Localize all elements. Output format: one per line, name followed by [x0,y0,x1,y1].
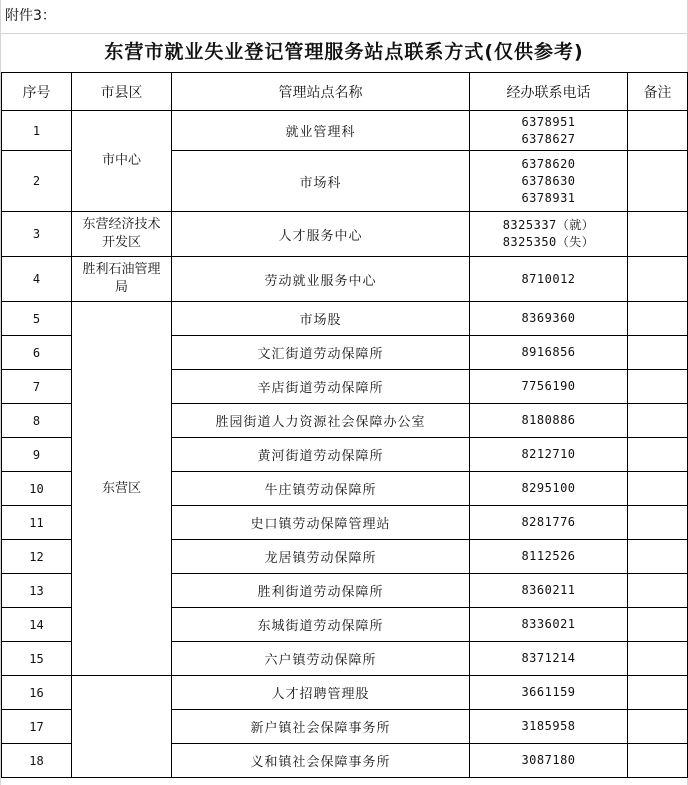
seq-cell[interactable]: 2 [2,151,72,212]
note-cell[interactable] [628,574,688,608]
district-cell-kaifaqu[interactable]: 东营经济技术开发区 [72,212,172,257]
phone-cell[interactable] [470,212,628,257]
header-phone[interactable]: 经办联系电话 [470,73,628,111]
note-cell[interactable] [628,151,688,212]
note-cell[interactable] [628,676,688,710]
note-cell[interactable] [628,438,688,472]
note-cell[interactable] [628,257,688,302]
seq-cell[interactable]: 16 [2,676,72,710]
phone-cell[interactable]: 3661159 [470,676,628,710]
note-cell[interactable] [628,212,688,257]
phone-cell[interactable]: 3185958 [470,710,628,744]
station-cell[interactable]: 胜园街道人力资源社会保障办公室 [172,404,470,438]
phone-cell[interactable]: 8710012 [470,257,628,302]
seq-cell[interactable]: 14 [2,608,72,642]
phone-line: 6378951 [521,114,576,129]
phone-line: 6378931 [521,190,576,205]
station-cell[interactable]: 龙居镇劳动保障所 [172,540,470,574]
phone-cell[interactable]: 8295100 [470,472,628,506]
phone-cell[interactable] [470,111,628,151]
station-cell[interactable]: 市场股 [172,302,470,336]
table-row [2,302,688,336]
phone-cell[interactable]: 3087180 [470,744,628,778]
phone-line: 8325337（就） [502,218,595,232]
phone-cell[interactable]: 8212710 [470,438,628,472]
station-cell[interactable]: 史口镇劳动保障管理站 [172,506,470,540]
header-note[interactable]: 备注 [628,73,688,111]
table-row [2,212,688,257]
phone-line: 6378630 [521,173,576,188]
phone-cell[interactable]: 8369360 [470,302,628,336]
district-cell-dongying[interactable]: 东营区 [72,302,172,676]
phone-cell[interactable]: 8112526 [470,540,628,574]
phone-cell[interactable]: 8371214 [470,642,628,676]
phone-line: 6378620 [521,156,576,171]
note-cell[interactable] [628,302,688,336]
phone-cell[interactable]: 8336021 [470,608,628,642]
header-station[interactable]: 管理站点名称 [172,73,470,111]
note-cell[interactable] [628,336,688,370]
station-cell[interactable]: 人才招聘管理股 [172,676,470,710]
seq-cell[interactable]: 8 [2,404,72,438]
phone-cell[interactable]: 8180886 [470,404,628,438]
page-title[interactable]: 东营市就业失业登记管理服务站点联系方式(仅供参考) [104,41,584,63]
phone-cell[interactable] [470,151,628,212]
seq-cell[interactable]: 12 [2,540,72,574]
seq-cell[interactable]: 1 [2,111,72,151]
header-district[interactable]: 市县区 [72,73,172,111]
station-cell[interactable]: 劳动就业服务中心 [172,257,470,302]
note-cell[interactable] [628,404,688,438]
seq-cell[interactable]: 4 [2,257,72,302]
seq-cell[interactable]: 11 [2,506,72,540]
header-row [2,73,688,111]
station-cell[interactable]: 胜利街道劳动保障所 [172,574,470,608]
station-cell[interactable]: 新户镇社会保障事务所 [172,710,470,744]
table-row [2,111,688,151]
note-cell[interactable] [628,506,688,540]
station-cell[interactable]: 辛店街道劳动保障所 [172,370,470,404]
station-cell[interactable]: 六户镇劳动保障所 [172,642,470,676]
attachment-label[interactable]: 附件3： [0,0,688,34]
district-cell-next[interactable] [72,676,172,778]
station-cell[interactable]: 市场科 [172,151,470,212]
phone-line: 8325350（失） [502,235,595,249]
seq-cell[interactable]: 18 [2,744,72,778]
district-cell-shengli[interactable]: 胜利石油管理局 [72,257,172,302]
note-cell[interactable] [628,540,688,574]
note-cell[interactable] [628,642,688,676]
note-cell[interactable] [628,710,688,744]
note-cell[interactable] [628,111,688,151]
note-cell[interactable] [628,472,688,506]
phone-cell[interactable]: 8281776 [470,506,628,540]
seq-cell[interactable]: 17 [2,710,72,744]
note-cell[interactable] [628,608,688,642]
seq-cell[interactable]: 5 [2,302,72,336]
district-cell-shizhongxin[interactable]: 市中心 [72,111,172,212]
table-row [2,676,688,710]
station-cell[interactable]: 文汇街道劳动保障所 [172,336,470,370]
header-seq[interactable]: 序号 [2,73,72,111]
station-cell[interactable]: 东城街道劳动保障所 [172,608,470,642]
seq-cell[interactable]: 15 [2,642,72,676]
seq-cell[interactable]: 9 [2,438,72,472]
seq-cell[interactable]: 10 [2,472,72,506]
table-row [2,257,688,302]
note-cell[interactable] [628,370,688,404]
note-cell[interactable] [628,744,688,778]
station-cell[interactable]: 牛庄镇劳动保障所 [172,472,470,506]
seq-cell[interactable]: 13 [2,574,72,608]
phone-cell[interactable]: 8360211 [470,574,628,608]
station-cell[interactable]: 人才服务中心 [172,212,470,257]
seq-cell[interactable]: 3 [2,212,72,257]
seq-cell[interactable]: 7 [2,370,72,404]
contact-table [1,72,688,778]
station-cell[interactable]: 黄河街道劳动保障所 [172,438,470,472]
phone-line: 6378627 [521,131,576,146]
station-cell[interactable]: 就业管理科 [172,111,470,151]
phone-cell[interactable]: 7756190 [470,370,628,404]
station-cell[interactable]: 义和镇社会保障事务所 [172,744,470,778]
phone-cell[interactable]: 8916856 [470,336,628,370]
seq-cell[interactable]: 6 [2,336,72,370]
